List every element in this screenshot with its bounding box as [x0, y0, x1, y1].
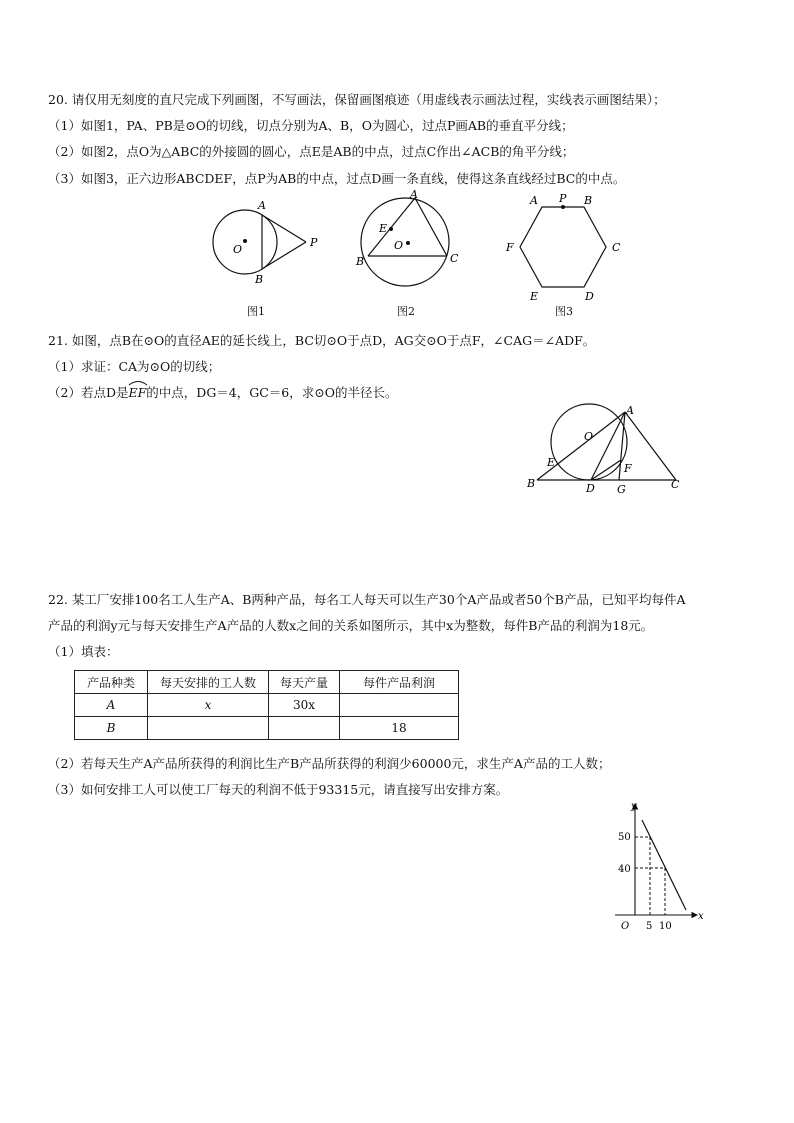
- figure-2: [352, 188, 467, 288]
- arc-label: EF: [128, 385, 147, 400]
- x-tick-5: 5: [646, 921, 653, 932]
- table-cell: 18: [340, 717, 459, 740]
- q21-stem: 21. 如图，点B在⊙O的直径AE的延长线上，BC切⊙O于点D，AG交⊙O于点F，∠CAG＝∠ADF。: [48, 333, 596, 348]
- label-a: A: [410, 188, 418, 201]
- figure-1: [205, 195, 335, 290]
- label-b: B: [356, 255, 365, 268]
- caption-fig2: 图2: [397, 305, 415, 318]
- q22-part2: （2）若每天生产A产品所获得的利润比生产B产品所获得的利润少60000元，求生产A产品的工人数；: [48, 756, 611, 771]
- table-cell: [148, 717, 269, 740]
- label-o: O: [394, 239, 404, 252]
- graph-line: [642, 820, 686, 910]
- q21-part1: （1）求证：CA为⊙O的切线；: [48, 359, 221, 374]
- q20-part1: （1）如图1，PA、PB是⊙O的切线，切点分别为A、B，O为圆心，过点P画AB的垂直平分线；: [48, 118, 574, 133]
- q20-stem: 20. 请仅用无刻度的直尺完成下列画图，不写画法，保留画图痕迹（用虚线表示画法过程，实线表示画图结果）；: [48, 92, 666, 107]
- arc-mark: [128, 380, 148, 386]
- label-g: G: [617, 483, 626, 495]
- label-b: B: [255, 273, 264, 286]
- figure-3: [500, 190, 630, 305]
- label-b: B: [527, 477, 536, 490]
- table-cell: A: [75, 694, 148, 717]
- origin-label: O: [621, 921, 630, 932]
- label-d: D: [586, 482, 595, 495]
- label-o: O: [584, 430, 594, 443]
- table-cell: x: [148, 694, 269, 717]
- table-row: [75, 717, 459, 740]
- label-p: P: [559, 192, 567, 205]
- y-tick-40: 40: [618, 864, 631, 875]
- q22-stem-1: 22. 某工厂安排100名工人生产A、B两种产品，每名工人每天可以生产30个A产品或者50个B产品，已知平均每件A: [48, 592, 686, 607]
- q21-part2-pre: （2）若点D是: [48, 385, 129, 400]
- label-c: C: [450, 252, 459, 265]
- label-c: C: [612, 241, 621, 254]
- x-axis-label: x: [698, 911, 704, 922]
- y-axis-label: y: [631, 801, 637, 812]
- arc-ef: [128, 385, 146, 400]
- y-tick-50: 50: [618, 832, 631, 843]
- label-o: O: [233, 243, 243, 256]
- table-cell: [269, 717, 340, 740]
- table-header: 每天产量: [269, 671, 340, 694]
- q22-part1: （1）填表：: [48, 644, 119, 659]
- q22-table: [74, 670, 459, 740]
- label-b: B: [584, 194, 593, 207]
- table-cell: [340, 694, 459, 717]
- q22-part3: （3）如何安排工人可以使工厂每天的利润不低于93315元，请直接写出安排方案。: [48, 782, 509, 797]
- label-e: E: [547, 456, 556, 469]
- label-a: A: [626, 404, 634, 417]
- label-c: C: [671, 478, 680, 491]
- caption-fig1: 图1: [247, 305, 265, 318]
- q22-graph: [610, 798, 710, 938]
- label-f: F: [506, 241, 514, 254]
- label-d: D: [585, 290, 594, 303]
- x-tick-10: 10: [659, 921, 672, 932]
- q20-part3: （3）如图3，正六边形ABCDEF，点P为AB的中点，过点D画一条直线，使得这条直线经过BC的中点。: [48, 171, 626, 186]
- q20-part2: （2）如图2，点O为△ABC的外接圆的圆心，点E是AB的中点，过点C作出∠ACB的角平分线；: [48, 144, 575, 159]
- table-cell: 30x: [269, 694, 340, 717]
- q21-part2: [48, 385, 397, 401]
- label-f: F: [624, 462, 632, 475]
- table-header: 每天安排的工人数: [148, 671, 269, 694]
- table-row: [75, 694, 459, 717]
- figure-q21: [520, 400, 690, 495]
- q22-stem-2: 产品的利润y元与每天安排生产A产品的人数x之间的关系如图所示，其中x为整数，每件B产品的利润为18元。: [48, 618, 654, 633]
- q21-part2-post: 的中点，DG＝4，GC＝6，求⊙O的半径长。: [146, 385, 398, 400]
- table-header-row: [75, 671, 459, 694]
- table-header: 产品种类: [75, 671, 148, 694]
- table-cell: B: [75, 717, 148, 740]
- caption-fig3: 图3: [555, 305, 573, 318]
- label-a: A: [258, 199, 266, 212]
- label-a: A: [530, 194, 538, 207]
- label-e: E: [379, 222, 388, 235]
- table-header: 每件产品利润: [340, 671, 459, 694]
- label-p: P: [310, 236, 318, 249]
- label-e: E: [530, 290, 539, 303]
